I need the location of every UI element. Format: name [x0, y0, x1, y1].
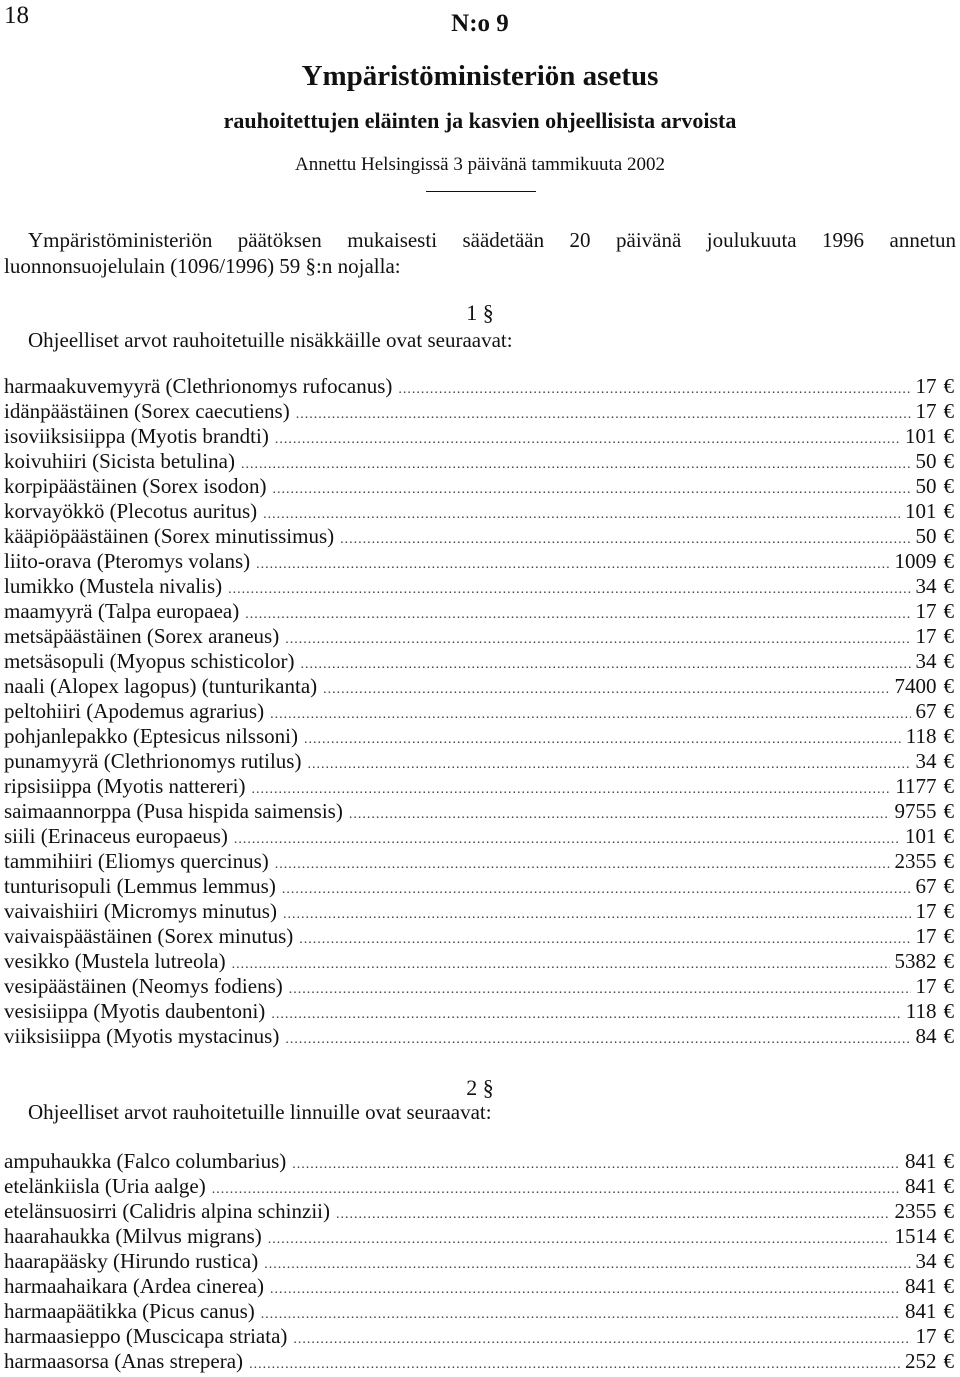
list-item [4, 849, 954, 874]
species-value: 34 [915, 749, 937, 773]
species-name: liito-orava (Pteromys volans) [4, 549, 251, 573]
species-value: 50 [915, 474, 937, 498]
species-value: 17 [915, 924, 937, 948]
list-item [4, 674, 954, 699]
species-name: punamyyrä (Clethrionomys rutilus) [4, 749, 302, 773]
dot-leader [275, 852, 890, 877]
section-1-number: 1 § [466, 300, 494, 325]
list-item [4, 874, 954, 899]
species-name: korvayökkö (Plecotus auritus) [4, 499, 258, 523]
page-number: 18 [4, 2, 29, 29]
species-value: 5382 [894, 949, 937, 973]
species-name: naali (Alopex lagopus) (tunturikanta) [4, 674, 318, 698]
euro-icon: € [943, 549, 954, 573]
species-value: 1009 [894, 549, 937, 573]
species-value: 1177 [895, 774, 937, 798]
species-name: metsäpäästäinen (Sorex araneus) [4, 624, 280, 648]
species-name: maamyyrä (Talpa europaea) [4, 599, 240, 623]
intro-line-1: Ympäristöministeriön päätöksen mukaisesti säädetään 20 päivänä joulukuuta 1996 annetun [28, 228, 956, 252]
species-name: tunturisopuli (Lemmus lemmus) [4, 874, 276, 898]
dot-leader [228, 577, 910, 602]
dot-leader [270, 1277, 900, 1302]
species-value: 17 [915, 599, 937, 623]
species-name: lumikko (Mustela nivalis) [4, 574, 223, 598]
list-item [4, 824, 954, 849]
euro-icon: € [943, 849, 954, 873]
species-name: isoviiksisiippa (Myotis brandti) [4, 424, 269, 448]
dot-leader [349, 802, 890, 827]
list-item [4, 1224, 954, 1249]
list-item [4, 1149, 954, 1174]
euro-icon: € [943, 1249, 954, 1273]
euro-icon: € [943, 1199, 954, 1223]
euro-icon: € [943, 1224, 954, 1248]
euro-icon: € [943, 699, 954, 723]
euro-icon: € [943, 574, 954, 598]
dot-leader [268, 1227, 890, 1252]
list-item [4, 374, 954, 399]
list-item [4, 649, 954, 674]
list-item [4, 399, 954, 424]
list-item [4, 1299, 954, 1324]
list-item [4, 774, 954, 799]
list-item [4, 1249, 954, 1274]
species-name: pohjanlepakko (Eptesicus nilssoni) [4, 724, 298, 748]
dot-leader [285, 627, 910, 652]
euro-icon: € [943, 399, 954, 423]
list-item [4, 1324, 954, 1349]
species-value: 1514 [894, 1224, 937, 1248]
document-number: N:o 9 [451, 10, 509, 37]
title-divider [426, 191, 536, 192]
euro-icon: € [943, 724, 954, 748]
dot-leader [282, 877, 911, 902]
species-value: 101 [905, 424, 937, 448]
euro-icon: € [943, 424, 954, 448]
list-item [4, 624, 954, 649]
dot-leader [398, 377, 910, 402]
section-2-heading: Ohjeelliset arvot rauhoitetuille linnuille ovat seuraavat: [28, 1100, 492, 1124]
euro-icon: € [943, 999, 954, 1023]
dot-leader [232, 952, 890, 977]
species-value: 101 [905, 499, 937, 523]
species-name: vesipäästäinen (Neomys fodiens) [4, 974, 283, 998]
species-name: kääpiöpäästäinen (Sorex minutissimus) [4, 524, 335, 548]
dot-leader [336, 1202, 890, 1227]
euro-icon: € [943, 624, 954, 648]
euro-icon: € [943, 1274, 954, 1298]
dot-leader [299, 927, 910, 952]
species-value: 2355 [894, 1199, 937, 1223]
species-name: koivuhiiri (Sicista betulina) [4, 449, 235, 473]
list-item [4, 749, 954, 774]
mammal-value-list [4, 374, 954, 1049]
species-value: 17 [915, 399, 937, 423]
euro-icon: € [943, 1349, 954, 1373]
species-name: harmaakuvemyyrä (Clethrionomys rufocanus) [4, 374, 393, 398]
euro-icon: € [943, 774, 954, 798]
dot-leader [263, 502, 900, 527]
euro-icon: € [943, 599, 954, 623]
dot-leader [340, 527, 910, 552]
species-name: etelänsuosirri (Calidris alpina schinzii) [4, 1199, 330, 1223]
species-value: 67 [915, 874, 937, 898]
euro-icon: € [943, 1024, 954, 1048]
dot-leader [300, 652, 910, 677]
list-item [4, 699, 954, 724]
dot-leader [245, 602, 910, 627]
species-value: 101 [905, 824, 937, 848]
list-item [4, 724, 954, 749]
species-value: 50 [915, 524, 937, 548]
euro-icon: € [943, 974, 954, 998]
species-value: 118 [905, 999, 937, 1023]
dot-leader [264, 1252, 910, 1277]
species-name: harmaasorsa (Anas strepera) [4, 1349, 244, 1373]
euro-icon: € [943, 499, 954, 523]
dot-leader [275, 427, 900, 452]
species-name: viiksisiippa (Myotis mystacinus) [4, 1024, 280, 1048]
list-item [4, 1349, 954, 1374]
species-name: ripsisiippa (Myotis nattereri) [4, 774, 246, 798]
euro-icon: € [943, 749, 954, 773]
intro-line-2: luonnonsuojelulain (1096/1996) 59 §:n nojalla: [4, 254, 401, 278]
species-value: 841 [905, 1274, 937, 1298]
dot-leader [323, 677, 889, 702]
list-item [4, 1199, 954, 1224]
euro-icon: € [943, 474, 954, 498]
species-value: 7400 [894, 674, 937, 698]
species-value: 34 [915, 574, 937, 598]
list-item [4, 524, 954, 549]
list-item [4, 799, 954, 824]
list-item [4, 449, 954, 474]
species-name: etelänkiisla (Uria aalge) [4, 1174, 206, 1198]
species-value: 118 [905, 724, 937, 748]
list-item [4, 574, 954, 599]
species-value: 841 [905, 1299, 937, 1323]
species-name: vesikko (Mustela lutreola) [4, 949, 226, 973]
species-name: idänpäästäinen (Sorex caecutiens) [4, 399, 290, 423]
species-value: 34 [915, 1249, 937, 1273]
species-name: ampuhaukka (Falco columbarius) [4, 1149, 287, 1173]
list-item [4, 999, 954, 1024]
dot-leader [285, 1027, 910, 1052]
dot-leader [271, 1002, 900, 1027]
list-item [4, 1024, 954, 1049]
document-title: Ympäristöministeriön asetus [301, 60, 659, 92]
species-value: 841 [905, 1174, 937, 1198]
species-name: vesisiippa (Myotis daubentoni) [4, 999, 266, 1023]
species-name: peltohiiri (Apodemus agrarius) [4, 699, 265, 723]
document-date: Annettu Helsingissä 3 päivänä tammikuuta 2002 [295, 154, 665, 175]
list-item [4, 924, 954, 949]
species-name: harmaahaikara (Ardea cinerea) [4, 1274, 264, 1298]
list-item [4, 499, 954, 524]
species-value: 84 [915, 1024, 937, 1048]
species-value: 17 [915, 1324, 937, 1348]
species-name: vaivaispäästäinen (Sorex minutus) [4, 924, 294, 948]
species-name: tammihiiri (Eliomys quercinus) [4, 849, 269, 873]
species-name: harmaapäätikka (Picus canus) [4, 1299, 255, 1323]
species-name: siili (Erinaceus europaeus) [4, 824, 228, 848]
euro-icon: € [943, 649, 954, 673]
euro-icon: € [943, 524, 954, 548]
species-value: 252 [905, 1349, 937, 1373]
species-name: vaivaishiiri (Micromys minutus) [4, 899, 277, 923]
species-name: korpipäästäinen (Sorex isodon) [4, 474, 267, 498]
euro-icon: € [943, 874, 954, 898]
species-value: 17 [915, 974, 937, 998]
section-1-heading: Ohjeelliset arvot rauhoitetuille nisäkkäille ovat seuraavat: [28, 328, 513, 352]
euro-icon: € [943, 799, 954, 823]
dot-leader [307, 752, 910, 777]
list-item [4, 424, 954, 449]
dot-leader [249, 1352, 900, 1377]
euro-icon: € [943, 899, 954, 923]
dot-leader [292, 1152, 900, 1177]
dot-leader [289, 977, 911, 1002]
dot-leader [283, 902, 911, 927]
dot-leader [241, 452, 911, 477]
euro-icon: € [943, 924, 954, 948]
euro-icon: € [943, 949, 954, 973]
species-value: 9755 [894, 799, 937, 823]
list-item [4, 1274, 954, 1299]
dot-leader [304, 727, 901, 752]
dot-leader [261, 1302, 900, 1327]
species-name: haarapääsky (Hirundo rustica) [4, 1249, 259, 1273]
species-value: 50 [915, 449, 937, 473]
dot-leader [270, 702, 910, 727]
bird-value-list [4, 1149, 954, 1374]
list-item [4, 599, 954, 624]
dot-leader [234, 827, 900, 852]
list-item [4, 549, 954, 574]
euro-icon: € [943, 1174, 954, 1198]
species-value: 67 [915, 699, 937, 723]
intro-paragraph [4, 227, 956, 279]
dot-leader [256, 552, 889, 577]
species-name: metsäsopuli (Myopus schisticolor) [4, 649, 295, 673]
euro-icon: € [943, 1324, 954, 1348]
list-item [4, 949, 954, 974]
species-value: 17 [915, 374, 937, 398]
euro-icon: € [943, 1149, 954, 1173]
species-value: 17 [915, 624, 937, 648]
list-item [4, 974, 954, 999]
species-name: saimaannorppa (Pusa hispida saimensis) [4, 799, 343, 823]
list-item [4, 899, 954, 924]
euro-icon: € [943, 674, 954, 698]
species-value: 34 [915, 649, 937, 673]
dot-leader [272, 477, 910, 502]
dot-leader [296, 402, 911, 427]
species-value: 17 [915, 899, 937, 923]
species-value: 2355 [894, 849, 937, 873]
euro-icon: € [943, 824, 954, 848]
document-subtitle: rauhoitettujen eläinten ja kasvien ohjeellisista arvoista [223, 108, 737, 133]
species-value: 841 [905, 1149, 937, 1173]
dot-leader [293, 1327, 910, 1352]
species-name: haarahaukka (Milvus migrans) [4, 1224, 262, 1248]
list-item [4, 474, 954, 499]
list-item [4, 1174, 954, 1199]
euro-icon: € [943, 1299, 954, 1323]
euro-icon: € [943, 449, 954, 473]
species-name: harmaasieppo (Muscicapa striata) [4, 1324, 288, 1348]
section-2-number: 2 § [466, 1075, 494, 1100]
euro-icon: € [943, 374, 954, 398]
